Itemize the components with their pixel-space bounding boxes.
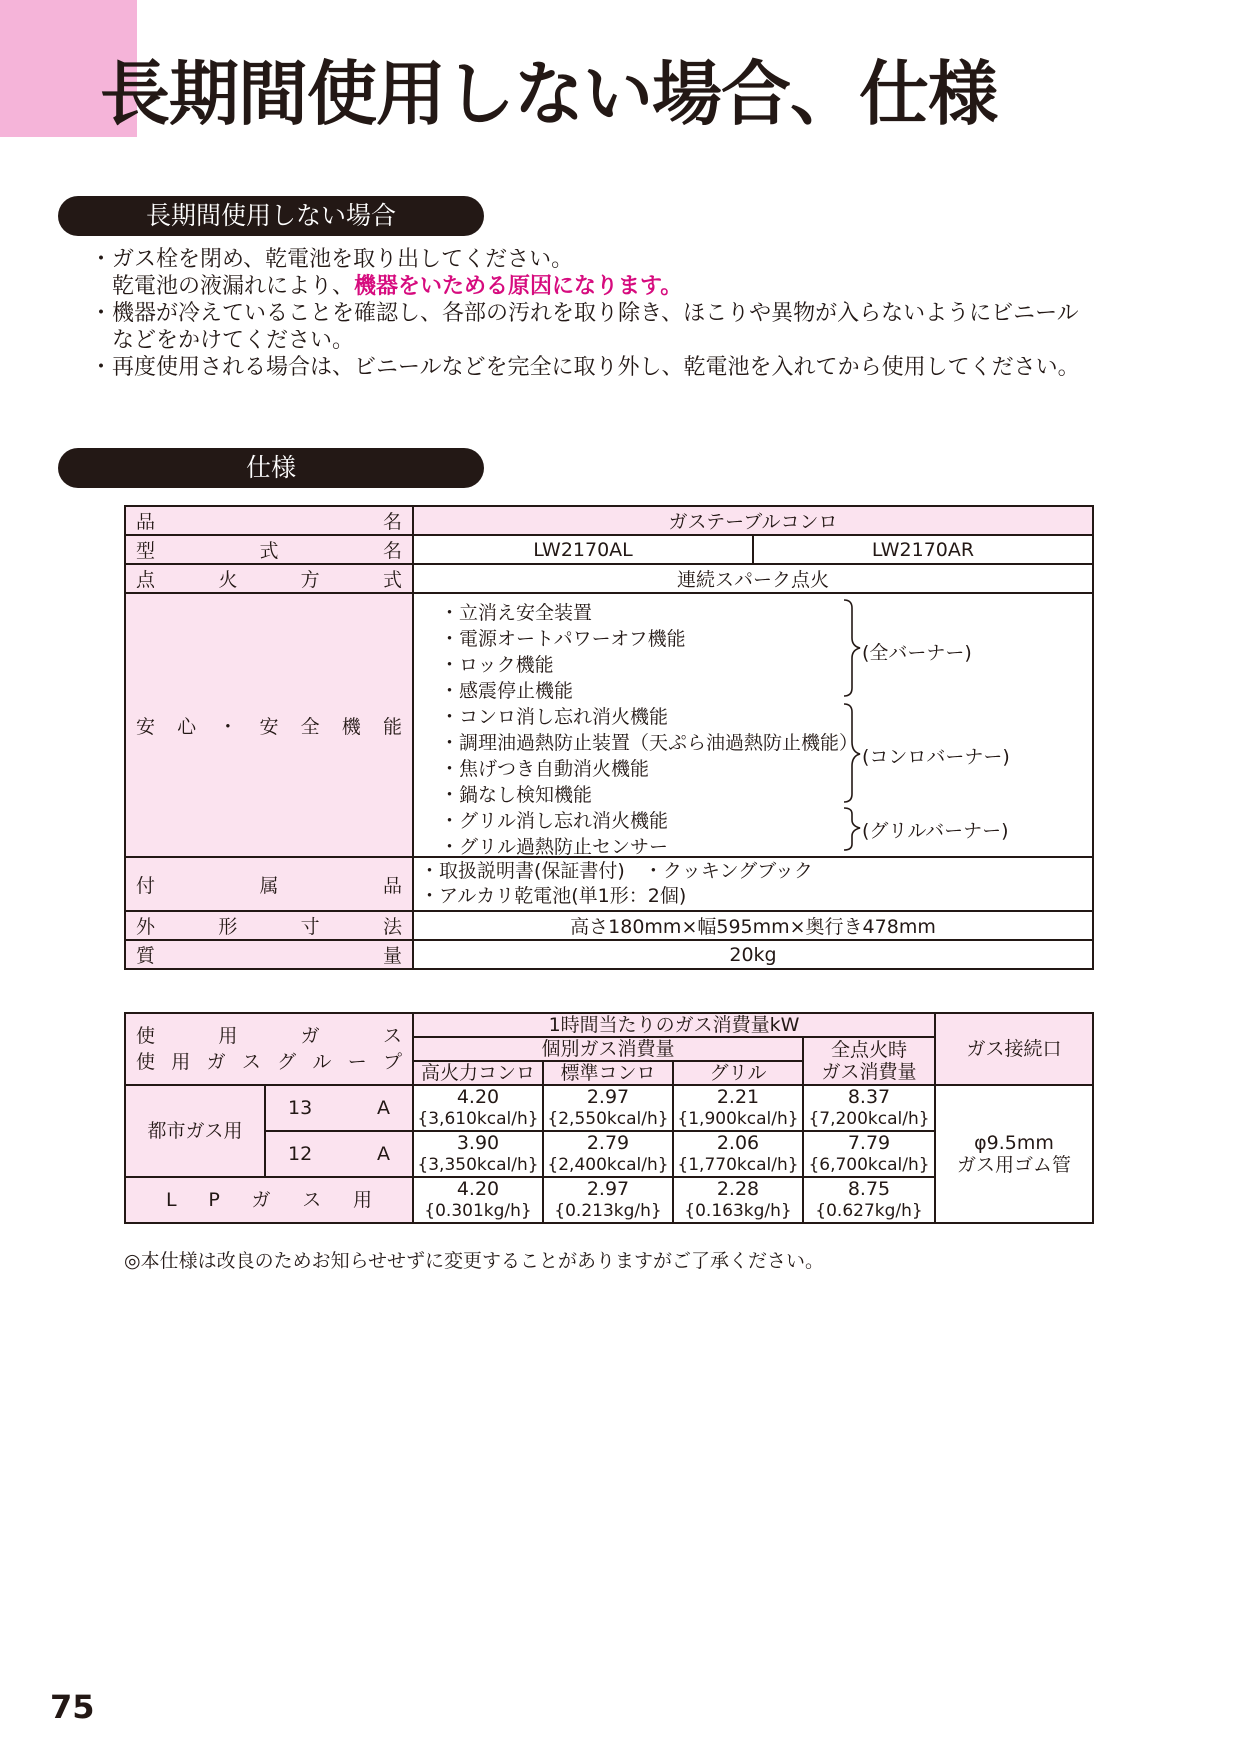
cell-13a-all: 8.37 {7,200kcal/h}	[803, 1085, 935, 1131]
label-ignition: 点 火 方 式	[125, 564, 413, 593]
cell-13a-standard: 2.97 {2,550kcal/h}	[543, 1085, 673, 1131]
label-safety: 安 心 ・ 安 全 機 能	[125, 593, 413, 857]
group-label-grill: (グリルバーナー)	[862, 820, 1009, 842]
gas-type-header: 使 用 ガ ス 使 用 ガ ス グ ル ー プ	[125, 1013, 413, 1085]
value-product-name: ガステーブルコンロ	[413, 506, 1093, 535]
page-number: 75	[50, 1688, 95, 1726]
connection-value: φ9.5mm ガス用ゴム管	[935, 1085, 1093, 1223]
cell-lp-all: 8.75 {0.627kg/h}	[803, 1177, 935, 1223]
feature-item: ・焦げつき自動消火機能	[440, 758, 650, 780]
label-model: 型 式 名	[125, 535, 413, 564]
feature-item: ・グリル消し忘れ消火機能	[440, 810, 669, 832]
cell-12a-standard: 2.79 {2,400kcal/h}	[543, 1131, 673, 1177]
section-header-storage: 長期間使用しない場合	[58, 196, 484, 236]
group-label-cooktop: (コンロバーナー)	[862, 746, 1010, 768]
gas-12a-label: 12 A	[265, 1131, 413, 1177]
value-weight: 20kg	[413, 940, 1093, 969]
page-title: 長期間使用しない場合、仕様	[100, 53, 997, 135]
feature-item: ・感震停止機能	[440, 680, 574, 702]
section-header-spec: 仕様	[58, 448, 484, 488]
cell-lp-grill: 2.28 {0.163kg/h}	[673, 1177, 803, 1223]
lp-gas-label: L P ガ ス 用	[125, 1177, 413, 1223]
cell-lp-high: 4.20 {0.301kg/h}	[413, 1177, 543, 1223]
footnote: ◎本仕様は改良のためお知らせせずに変更することがありますがご了承ください。	[124, 1250, 825, 1272]
gas-13a-label: 13 A	[265, 1085, 413, 1131]
bullet-line: ・再度使用される場合は、ビニールなどを完全に取り外し、乾電池を入れてから使用してください。	[90, 355, 1080, 380]
cell-13a-grill: 2.21 {1,900kcal/h}	[673, 1085, 803, 1131]
value-model-left: LW2170AL	[413, 535, 753, 564]
gas-consumption-table	[124, 1012, 1094, 1224]
warning-text: 機器をいためる原因になります。	[354, 274, 683, 299]
group-label-all: (全バーナー)	[862, 642, 972, 664]
cell-12a-grill: 2.06 {1,770kcal/h}	[673, 1131, 803, 1177]
consumption-title: 1時間当たりのガス消費量kW	[413, 1013, 935, 1037]
col-high-power: 高火力コンロ	[413, 1061, 543, 1085]
feature-item: ・グリル過熱防止センサー	[440, 836, 669, 858]
spec-table	[124, 505, 1094, 970]
value-safety-features	[413, 593, 1093, 857]
label-accessories: 付 属 品	[125, 857, 413, 911]
cell-13a-high: 4.20 {3,610kcal/h}	[413, 1085, 543, 1131]
label-product-name: 品 名	[125, 506, 413, 535]
bullet-line: ・ガス栓を閉め、乾電池を取り出してください。	[90, 247, 574, 272]
value-model-right: LW2170AR	[753, 535, 1093, 564]
bullet-line: ・機器が冷えていることを確認し、各部の汚れを取り除き、ほこりや異物が入らないようにビニール	[90, 301, 1079, 326]
label-weight: 質 量	[125, 940, 413, 969]
cell-12a-high: 3.90 {3,350kcal/h}	[413, 1131, 543, 1177]
cell-12a-all: 7.79 {6,700kcal/h}	[803, 1131, 935, 1177]
label-dimensions: 外 形 寸 法	[125, 911, 413, 940]
connection-header: ガス接続口	[935, 1013, 1093, 1085]
cell-lp-standard: 2.97 {0.213kg/h}	[543, 1177, 673, 1223]
value-ignition: 連続スパーク点火	[413, 564, 1093, 593]
bullet-line: などをかけてください。	[112, 328, 355, 353]
value-accessories: ・取扱説明書(保証書付) ・クッキングブック ・アルカリ乾電池(単1形：2個)	[413, 857, 1093, 911]
city-gas-label: 都市ガス用	[125, 1085, 265, 1177]
feature-item: ・立消え安全装置	[440, 602, 593, 624]
bullet-line: 乾電池の液漏れにより、機器をいためる原因になります。	[112, 274, 683, 299]
value-dimensions: 高さ180mm×幅595mm×奥行き478mm	[413, 911, 1093, 940]
individual-header: 個別ガス消費量	[413, 1037, 803, 1061]
feature-item: ・電源オートパワーオフ機能	[440, 628, 686, 650]
col-standard: 標準コンロ	[543, 1061, 673, 1085]
feature-item: ・調理油過熱防止装置（天ぷら油過熱防止機能）	[440, 732, 859, 754]
feature-item: ・鍋なし検知機能	[440, 784, 593, 806]
all-on-header: 全点火時 ガス消費量	[803, 1037, 935, 1085]
storage-instructions	[90, 246, 1170, 381]
col-grill: グリル	[673, 1061, 803, 1085]
feature-item: ・コンロ消し忘れ消火機能	[440, 706, 669, 728]
feature-item: ・ロック機能	[440, 654, 554, 676]
